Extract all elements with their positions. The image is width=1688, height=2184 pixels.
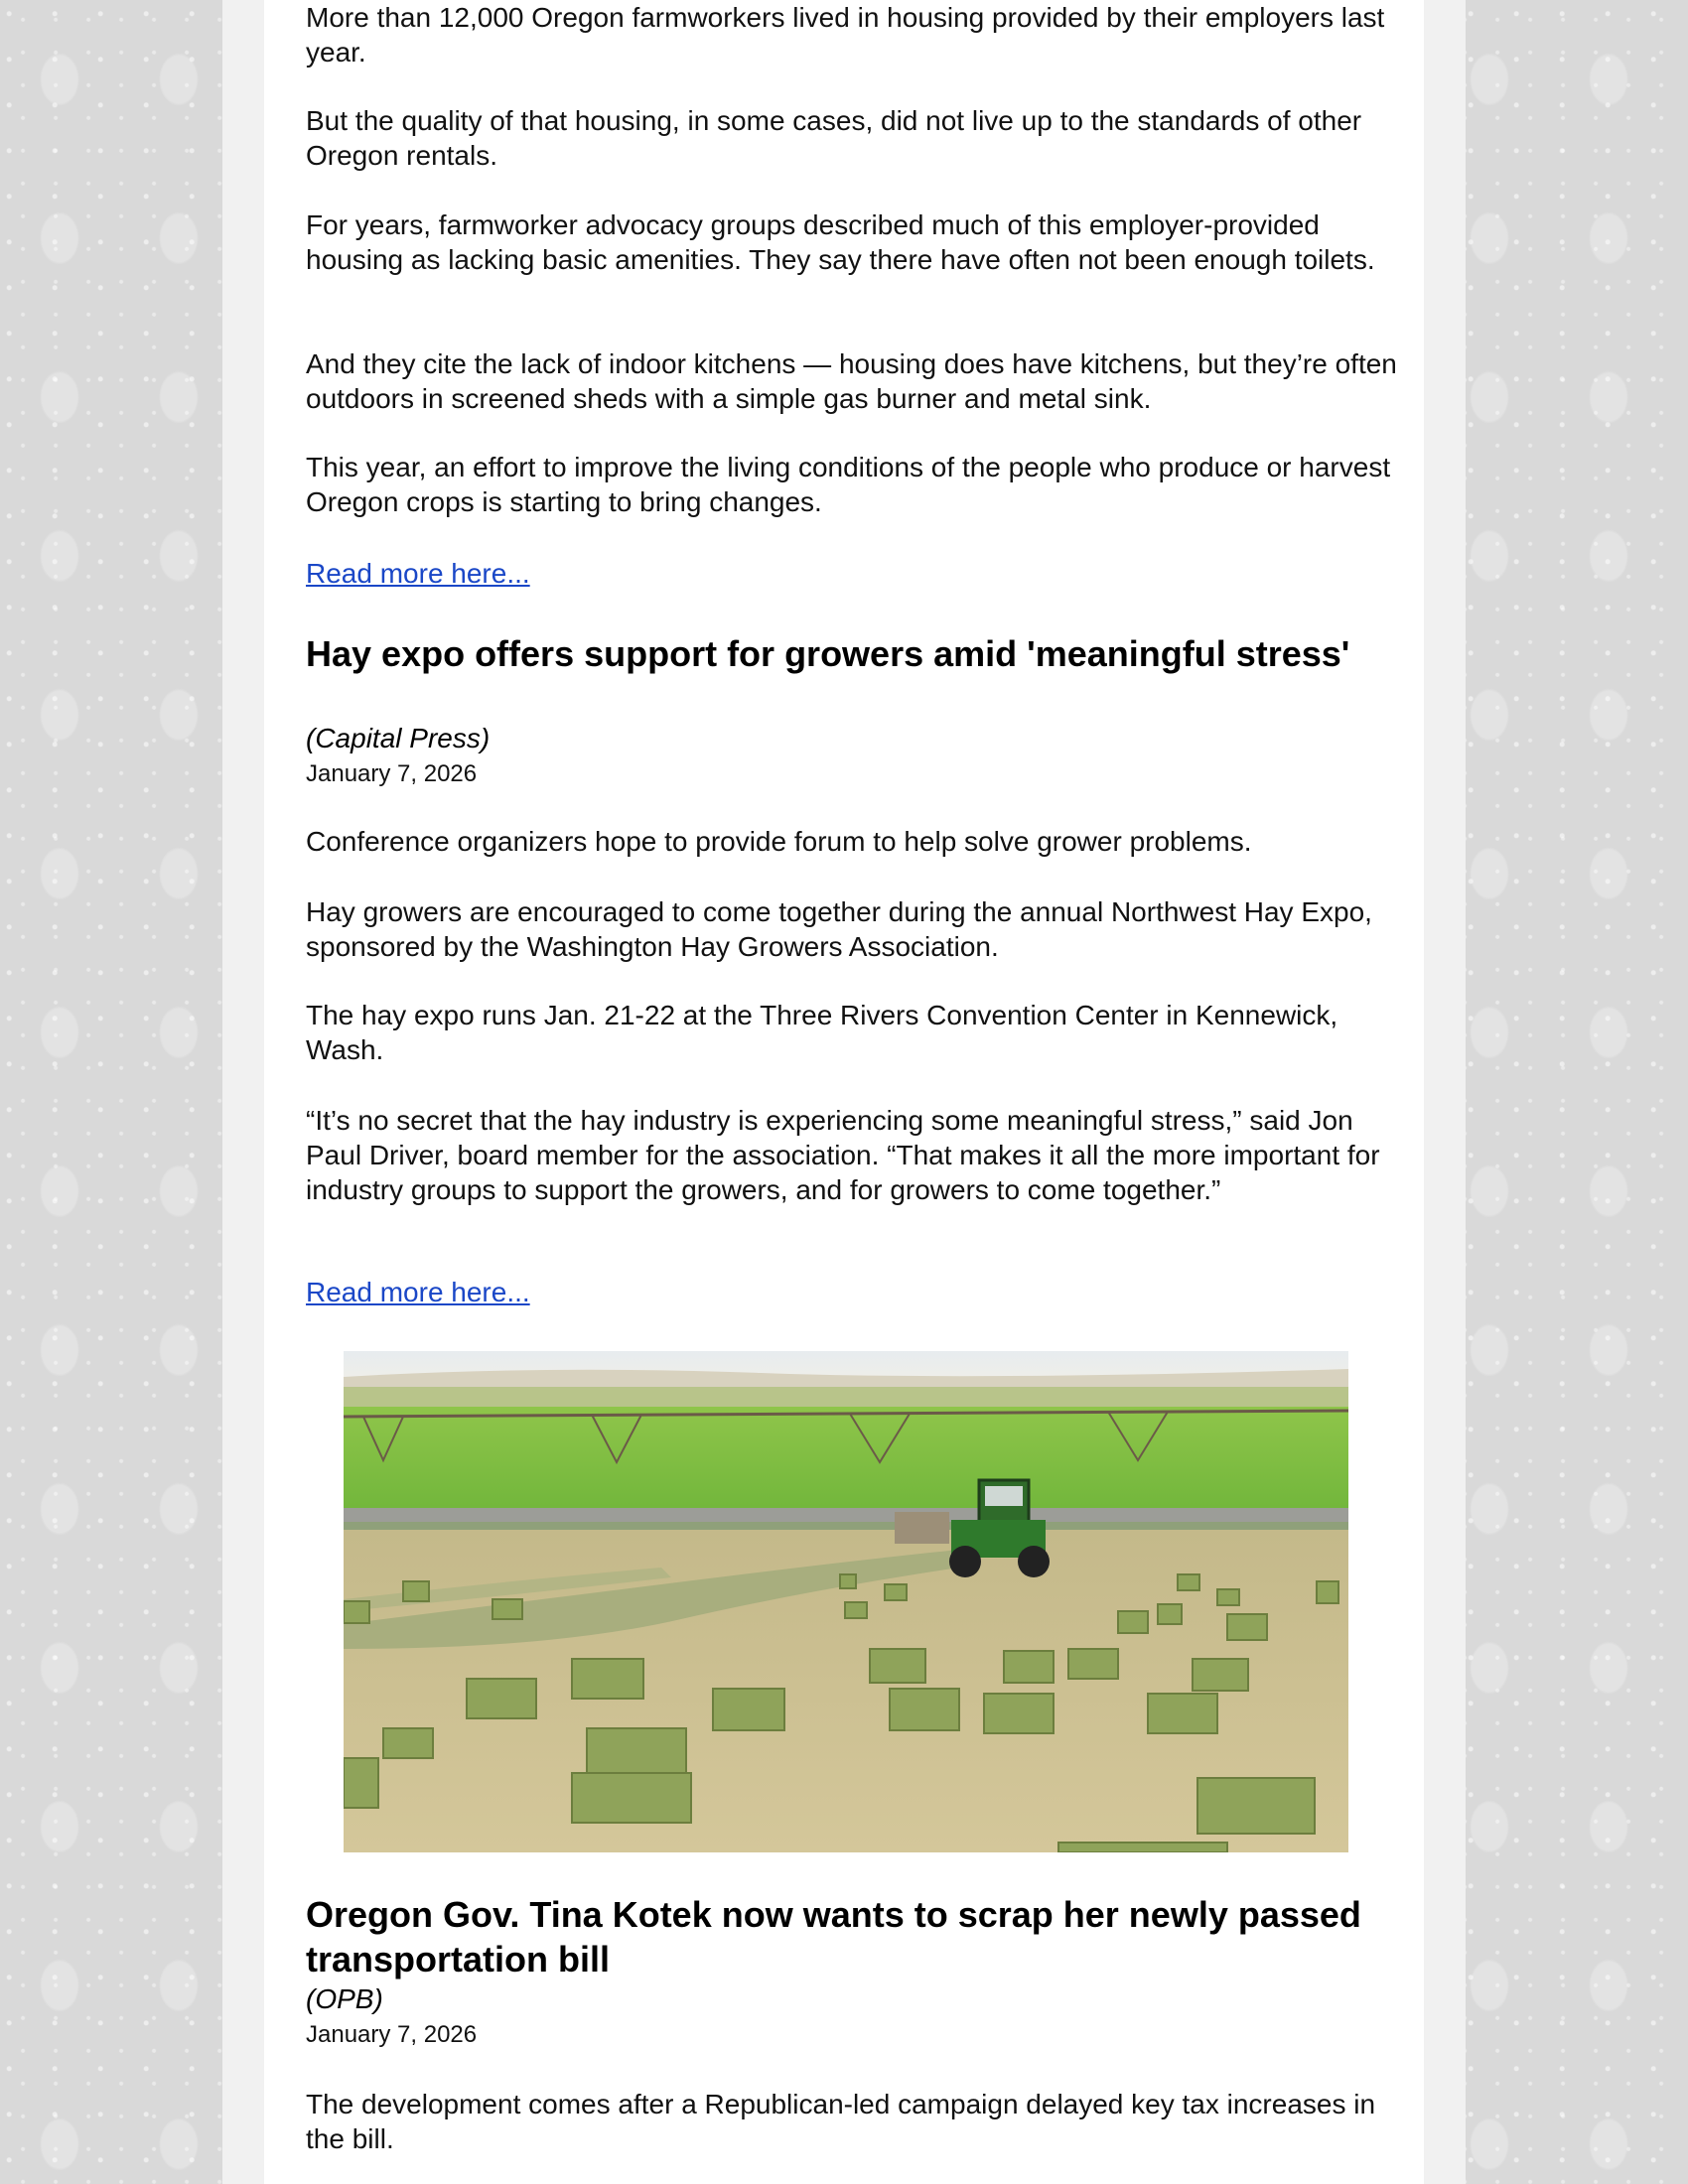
article2-title: Hay expo offers support for growers amid 'meaningful stress'	[306, 633, 1350, 674]
newsletter-card	[264, 0, 1424, 2184]
article2-paragraph-1: Conference organizers hope to provide forum to help solve grower problems.	[306, 826, 1252, 857]
article2-paragraph-2: Hay growers are encouraged to come together during the annual Northwest Hay Expo, sponsored by the Washington Hay Growers Association.	[306, 896, 1372, 962]
article2-paragraph-4: “It’s no secret that the hay industry is experiencing some meaningful stress,” said Jon Paul Driver, board member for the association. “That makes it all the more important for industry groups to support the growers, and for growers to come together.”	[306, 1105, 1380, 1205]
article3-source: (OPB)	[306, 1983, 383, 2014]
article2-paragraph-3: The hay expo runs Jan. 21-22 at the Three Rivers Convention Center in Kennewick, Wash.	[306, 1000, 1338, 1065]
article2-read-more-link[interactable]: Read more here...	[306, 1277, 530, 1307]
article3-date: January 7, 2026	[306, 2021, 478, 2048]
article2-source: (Capital Press)	[306, 723, 491, 753]
article1-paragraph-5: This year, an effort to improve the living conditions of the people who produce or harvest Oregon crops is starting to bring changes.	[306, 452, 1391, 517]
article1-paragraph-3: For years, farmworker advocacy groups described much of this employer-provided housing as lacking basic amenities. They say there have often not been enough toilets.	[306, 209, 1375, 275]
article1-read-more-link[interactable]: Read more here...	[306, 558, 530, 589]
article1-paragraph-1: More than 12,000 Oregon farmworkers lived in housing provided by their employers last year.	[306, 2, 1385, 68]
article2-date: January 7, 2026	[306, 760, 478, 787]
hay-field-photo	[344, 1351, 1348, 1852]
article3-paragraph-1: The development comes after a Republican-led campaign delayed key tax increases in the bill.	[306, 2089, 1376, 2154]
newsletter-outer-frame	[222, 0, 1466, 2184]
article1-paragraph-4: And they cite the lack of indoor kitchens — housing does have kitchens, but they’re often outdoors in screened sheds with a simple gas burner and metal sink.	[306, 348, 1397, 414]
article1-paragraph-2: But the quality of that housing, in some cases, did not live up to the standards of other Oregon rentals.	[306, 105, 1362, 171]
article3-title: Oregon Gov. Tina Kotek now wants to scrap her newly passed transportation bill	[306, 1894, 1361, 1979]
